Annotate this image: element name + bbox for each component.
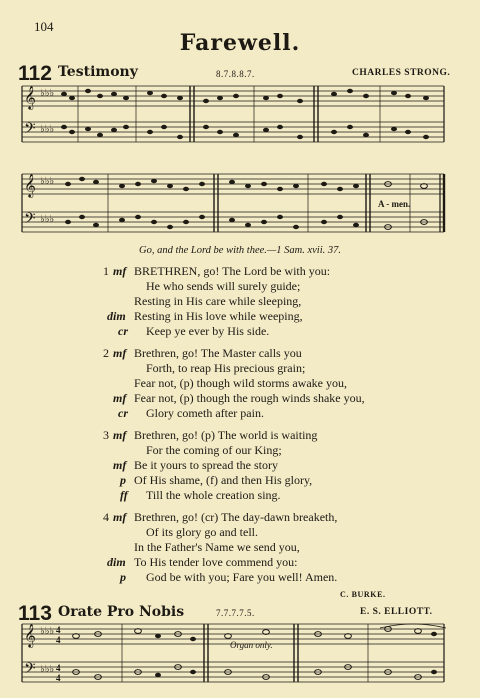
svg-text:♭♭♭: ♭♭♭ (40, 88, 55, 99)
hymn-113-organ-note: Organ only. (230, 640, 273, 650)
stanza-2-line-3: Fear not, (p) though wild storms awake you, (134, 376, 347, 390)
svg-text:𝄞: 𝄞 (24, 87, 36, 109)
stanza-1-line-4-dynamic: dim (107, 309, 126, 323)
stanza-4-line-4: To His tender love commend you: (134, 555, 298, 569)
svg-text:4: 4 (56, 635, 61, 645)
stanza-1-line-3: Resting in His care while sleeping, (134, 294, 302, 308)
hymn-113-composer: E. S. ELLIOTT. (360, 607, 433, 617)
stanza-2-line-4-dynamic: mf (113, 391, 127, 405)
stanza-4-line-5-dynamic: p (120, 570, 126, 584)
svg-text:𝄢: 𝄢 (24, 660, 36, 680)
stanza-2-line-1-dynamic: mf (113, 346, 127, 360)
stanza-3-line-1-dynamic: mf (113, 428, 127, 442)
svg-text:♭♭♭: ♭♭♭ (40, 124, 55, 135)
hymn-112-meter: 8.7.8.8.7. (216, 69, 255, 79)
stanza-1-number: 1 (103, 264, 109, 278)
svg-text:♭♭♭: ♭♭♭ (40, 626, 55, 637)
section-title: Farewell. (179, 30, 301, 56)
stanza-3-line-1: Brethren, go! (p) The world is waiting (134, 428, 318, 442)
hymn-113-tune-name: Orate Pro Nobis (58, 604, 185, 620)
svg-text:𝄢: 𝄢 (24, 120, 36, 140)
stanza-4-line-1: Brethren, go! (cr) The day-dawn breaketh, (134, 510, 338, 524)
stanza-2-line-5-dynamic: cr (118, 406, 128, 420)
stanza-4-line-2: Of its glory go and tell. (146, 525, 258, 539)
hymn-113-number: 113 (18, 602, 52, 625)
stanza-3-line-4: Of His shame, (f) and then His glory, (134, 473, 313, 487)
stanza-1-line-2: He who sends will surely guide; (146, 279, 301, 293)
hymn-112-number: 112 (18, 62, 52, 85)
svg-text:4: 4 (56, 625, 61, 635)
hymn-113-score-system-1 (18, 618, 458, 698)
stanza-2-line-2: Forth, to reap His precious grain; (146, 361, 306, 375)
stanza-4-line-5: God be with you; Fare you well! Amen. (146, 570, 338, 584)
stanza-1-line-1-dynamic: mf (113, 264, 127, 278)
svg-text:𝄞: 𝄞 (24, 625, 36, 647)
stanza-1-line-1: BRETHREN, go! The Lord be with you: (134, 264, 331, 278)
svg-text:4: 4 (56, 663, 61, 673)
stanza-1-line-4: Resting in His love while weeping, (134, 309, 303, 323)
stanza-4-line-3: In the Father's Name we send you, (134, 540, 300, 554)
stanza-2-number: 2 (103, 346, 109, 360)
stanza-4-line-4-dynamic: dim (107, 555, 126, 569)
hymn-113-meter: 7.7.7.7.5. (216, 608, 255, 618)
hymn-112-tune-name: Testimony (58, 64, 138, 80)
stanza-3-line-4-dynamic: p (120, 473, 126, 487)
stanza-2-line-1: Brethren, go! The Master calls you (134, 346, 302, 360)
stanza-2-line-4: Fear not, (p) though the rough winds shake you, (134, 391, 365, 405)
svg-text:𝄢: 𝄢 (24, 210, 36, 230)
hymn-112-score-system-1 (18, 80, 458, 160)
stanza-1-line-5-dynamic: cr (118, 324, 128, 338)
stanza-3-line-5: Till the whole creation sing. (146, 488, 281, 502)
svg-text:♭♭♭: ♭♭♭ (40, 176, 55, 187)
stanza-3-line-3-dynamic: mf (113, 458, 127, 472)
stanza-4-number: 4 (103, 510, 109, 524)
stanza-3-line-3: Be it yours to spread the story (134, 458, 278, 472)
stanza-1-line-5: Keep ye ever by His side. (146, 324, 270, 338)
stanza-4-line-1-dynamic: mf (113, 510, 127, 524)
stanza-3-line-5-dynamic: ff (120, 488, 128, 502)
hymn-112-composer: CHARLES STRONG. (352, 68, 451, 78)
stanza-2-line-5: Glory cometh after pain. (146, 406, 264, 420)
svg-text:♭♭♭: ♭♭♭ (40, 214, 55, 225)
hymn-112-amen-label: A - men. (378, 199, 411, 209)
stanza-3-number: 3 (103, 428, 109, 442)
hymn-112-author: C. BURKE. (340, 590, 386, 599)
svg-text:♭♭♭: ♭♭♭ (40, 664, 55, 675)
svg-text:4: 4 (56, 673, 61, 683)
svg-text:𝄞: 𝄞 (24, 175, 36, 197)
hymn-112-scripture-reference: Go, and the Lord be with thee.—1 Sam. xvii. 37. (138, 245, 341, 256)
stanza-3-line-2: For the coming of our King; (146, 443, 282, 457)
page-number: 104 (34, 19, 54, 34)
